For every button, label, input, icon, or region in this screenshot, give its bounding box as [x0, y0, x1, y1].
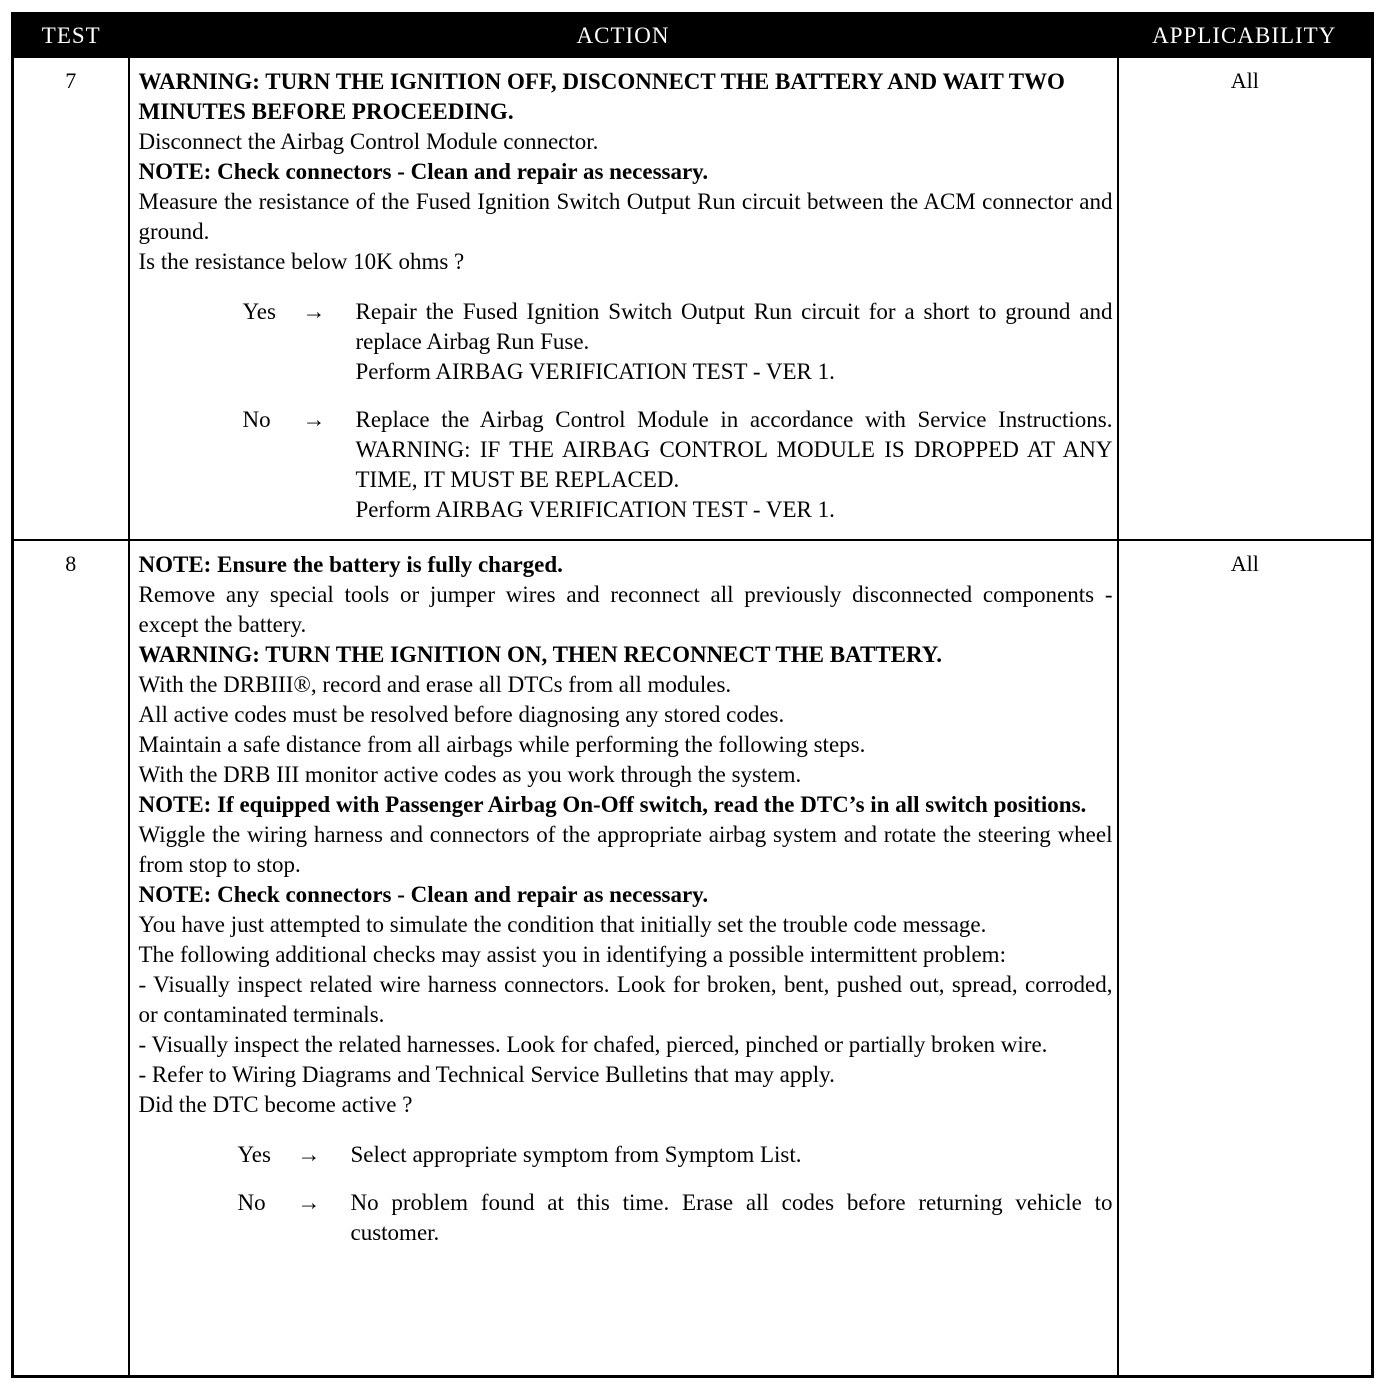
table-header-row: [13, 14, 1373, 58]
result-option-yes: [238, 1140, 1113, 1170]
action-line: WARNING: TURN THE IGNITION OFF, DISCONNECT THE BATTERY AND WAIT TWO MINUTES BEFORE PROCEEDING.: [138, 69, 1071, 124]
action-line: - Visually inspect related wire harness connectors. Look for broken, bent, pushed out, spread, corroded, or contaminated terminals.: [138, 972, 1119, 1027]
result-option-no: [237, 1188, 1119, 1248]
action-line: Disconnect the Airbag Control Module connector.: [138, 129, 599, 154]
option-key: No: [237, 1190, 266, 1215]
action-line: Maintain a safe distance from all airbags while performing the following steps.: [138, 732, 866, 757]
diagnostic-test-table: [11, 12, 1374, 1378]
action-line: All active codes must be resolved before diagnosing any stored codes.: [138, 702, 785, 727]
action-cell: [129, 540, 1118, 1377]
test-number: 7: [13, 57, 129, 540]
option-line: Select appropriate symptom from Symptom List.: [350, 1142, 802, 1167]
result-option-yes: [242, 297, 1119, 387]
action-line: - Visually inspect the related harnesses. Look for chafed, pierced, pinched or partially broken wire.: [138, 1032, 1048, 1057]
action-line: Is the resistance below 10K ohms ?: [138, 249, 465, 274]
option-line: Perform AIRBAG VERIFICATION TEST - VER 1.: [355, 359, 835, 384]
action-line: NOTE: Ensure the battery is fully charged.: [138, 552, 563, 577]
action-line: Wiggle the wiring harness and connectors of the appropriate airbag system and rotate the steering wheel from stop to stop.: [138, 822, 1119, 877]
action-lines: [138, 67, 1119, 277]
right-arrow-icon: →: [302, 407, 326, 432]
result-options: [139, 1140, 1119, 1248]
right-arrow-icon: →: [302, 299, 326, 324]
option-key: Yes: [237, 1142, 271, 1167]
action-lines: [138, 550, 1119, 1120]
table-row-test-7: [13, 57, 1373, 540]
applicability-cell: All: [1118, 540, 1373, 1377]
action-line: NOTE: Check connectors - Clean and repair as necessary.: [138, 159, 709, 184]
action-line: Measure the resistance of the Fused Ignition Switch Output Run circuit between the ACM connector and ground.: [138, 189, 1119, 244]
option-line: Perform AIRBAG VERIFICATION TEST - VER 1.: [355, 497, 835, 522]
table-row-test-8: [13, 540, 1373, 1377]
option-body: [355, 405, 1118, 525]
option-key: No: [242, 407, 271, 432]
option-key: Yes: [242, 299, 276, 324]
action-line: NOTE: If equipped with Passenger Airbag On-Off switch, read the DTC’s in all switch positions.: [138, 792, 1087, 817]
result-options: [139, 297, 1119, 525]
right-arrow-icon: →: [297, 1142, 321, 1167]
option-line: Repair the Fused Ignition Switch Output Run circuit for a short to ground and replace Airbag Run Fuse.: [355, 299, 1119, 354]
action-cell: [129, 57, 1118, 540]
action-line: Did the DTC become active ?: [138, 1092, 413, 1117]
header-test: TEST: [13, 14, 129, 58]
option-body: [350, 1188, 1119, 1248]
header-applicability: APPLICABILITY: [1118, 14, 1373, 58]
action-line: With the DRB III monitor active codes as you work through the system.: [138, 762, 802, 787]
option-body: [355, 297, 1119, 387]
action-line: With the DRBIII®, record and erase all DTCs from all modules.: [138, 672, 732, 697]
result-option-no: [242, 405, 1118, 525]
applicability-cell: All: [1118, 57, 1373, 540]
action-line: WARNING: TURN THE IGNITION ON, THEN RECONNECT THE BATTERY.: [138, 642, 943, 667]
action-line: The following additional checks may assist you in identifying a possible intermittent problem:: [138, 942, 1006, 967]
header-action: ACTION: [129, 14, 1118, 58]
action-line: - Refer to Wiring Diagrams and Technical Service Bulletins that may apply.: [138, 1062, 835, 1087]
action-line: Remove any special tools or jumper wires and reconnect all previously disconnected components - except the battery.: [138, 582, 1119, 637]
action-line: You have just attempted to simulate the condition that initially set the trouble code message.: [138, 912, 987, 937]
action-line: NOTE: Check connectors - Clean and repair as necessary.: [138, 882, 709, 907]
option-body: [351, 1140, 1113, 1170]
test-number: 8: [13, 540, 129, 1377]
option-line: Replace the Airbag Control Module in accordance with Service Instructions. WARNING: IF THE AIRBAG CONTROL MODULE IS DROPPED AT ANY TIME, IT MUST BE REPLACED.: [355, 407, 1118, 492]
option-line: No problem found at this time. Erase all codes before returning vehicle to customer.: [350, 1190, 1119, 1245]
right-arrow-icon: →: [297, 1190, 321, 1215]
